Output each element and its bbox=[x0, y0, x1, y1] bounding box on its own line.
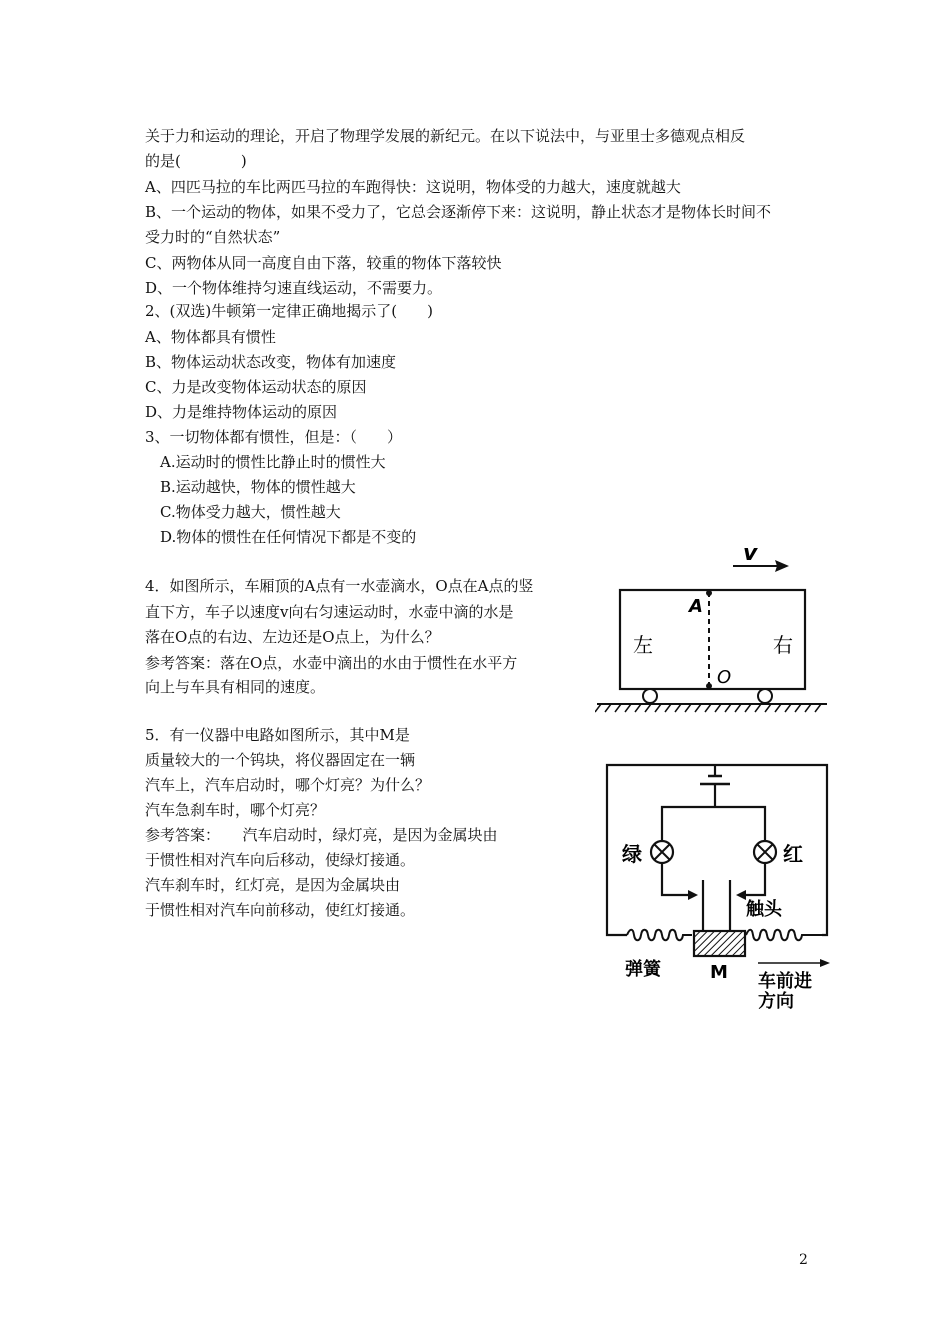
red-contact-arrow bbox=[736, 890, 746, 900]
spring-left bbox=[627, 930, 692, 941]
wheel-left bbox=[643, 689, 657, 703]
q5-line-2: 质量较大的一个钨块，将仪器固定在一辆 bbox=[145, 751, 416, 769]
contact-label: 触头 bbox=[746, 899, 782, 920]
q5-answer-1: 参考答案： 汽车启动时，绿灯亮，是因为金属块由 bbox=[145, 826, 498, 844]
q1-line-1: 关于力和运动的理论，开启了物理学发展的新纪元。在以下说法中，与亚里士多德观点相反 bbox=[145, 127, 746, 145]
q2-option-c: C、力是改变物体运动状态的原因 bbox=[145, 378, 367, 396]
left-label: 左 bbox=[633, 633, 653, 657]
q2-stem: 2、(双选)牛顿第一定律正确地揭示了( ) bbox=[145, 302, 433, 320]
q1-option-b-cont: 受力时的“自然状态” bbox=[145, 228, 281, 246]
q4-line-3: 落在O点的右边、左边还是O点上，为什么？ bbox=[145, 628, 440, 646]
q2-option-d: D、力是维持物体运动的原因 bbox=[145, 403, 338, 421]
q2-option-b: B、物体运动状态改变，物体有加速度 bbox=[145, 353, 397, 371]
q3-option-c: C.物体受力越大，惯性越大 bbox=[160, 503, 341, 521]
direction-label-1: 车前进 bbox=[758, 971, 812, 992]
q5-answer-2: 于惯性相对汽车向后移动，使绿灯接通。 bbox=[145, 851, 416, 869]
q4-line-1: 4．如图所示，车厢顶的A点有一水壶滴水，O点在A点的竖 bbox=[145, 577, 534, 595]
point-a-label: A bbox=[689, 596, 703, 617]
q5-line-3: 汽车上，汽车启动时，哪个灯亮？为什么？ bbox=[145, 776, 431, 794]
red-contact-wire bbox=[742, 863, 765, 895]
direction-label-2: 方向 bbox=[758, 991, 794, 1012]
q4-line-2: 直下方，车子以速度v向右匀速运动时，水壶中滴的水是 bbox=[145, 603, 514, 621]
q5-answer-4: 于惯性相对汽车向前移动，使红灯接通。 bbox=[145, 901, 416, 919]
q5-line-4: 汽车急刹车时，哪个灯亮？ bbox=[145, 801, 326, 819]
q5-line-1: 5．有一仪器中电路如图所示，其中M是 bbox=[145, 726, 410, 744]
green-label: 绿 bbox=[622, 842, 642, 866]
point-a bbox=[706, 590, 712, 596]
direction-arrowhead bbox=[820, 959, 830, 967]
q1-option-b: B、一个运动的物体，如果不受力了，它总会逐渐停下来：这说明，静止状态才是物体长时间不 bbox=[145, 203, 772, 221]
q5-answer-3: 汽车刹车时，红灯亮，是因为金属块由 bbox=[145, 876, 401, 894]
q1-option-d: D、一个物体维持匀速直线运动，不需要力。 bbox=[145, 279, 443, 297]
green-contact-wire bbox=[662, 863, 692, 895]
ground-hatch bbox=[595, 704, 821, 712]
q4-answer-2: 向上与车具有相同的速度。 bbox=[145, 678, 326, 696]
spring-label: 弹簧 bbox=[625, 959, 661, 980]
q3-option-d: D.物体的惯性在任何情况下都是不变的 bbox=[160, 528, 417, 546]
point-o bbox=[706, 683, 712, 689]
car-figure bbox=[595, 540, 835, 720]
point-o-label: O bbox=[717, 667, 732, 688]
green-contact-arrow bbox=[688, 890, 698, 900]
wheel-right bbox=[758, 689, 772, 703]
q3-option-b: B.运动越快，物体的惯性越大 bbox=[160, 478, 356, 496]
spring-right bbox=[746, 930, 822, 941]
right-label: 右 bbox=[773, 633, 793, 657]
q1-line-2: 的是( ) bbox=[145, 152, 247, 170]
q3-option-a: A.运动时的惯性比静止时的惯性大 bbox=[160, 453, 386, 471]
mass-label: M bbox=[710, 962, 728, 983]
velocity-label: v bbox=[743, 541, 758, 566]
q1-option-c: C、两物体从同一高度自由下落，较重的物体下落较快 bbox=[145, 254, 502, 272]
circuit-figure bbox=[600, 755, 835, 1015]
red-label: 红 bbox=[783, 842, 803, 866]
q2-option-a: A、物体都具有惯性 bbox=[145, 328, 276, 346]
page-number: 2 bbox=[799, 1252, 808, 1268]
q3-stem: 3、一切物体都有惯性，但是：（ ） bbox=[145, 428, 403, 446]
velocity-arrowhead bbox=[775, 560, 789, 572]
q1-option-a: A、四匹马拉的车比两匹马拉的车跑得快：这说明，物体受的力越大，速度就越大 bbox=[145, 178, 681, 196]
q4-answer-1: 参考答案：落在O点，水壶中滴出的水由于惯性在水平方 bbox=[145, 654, 518, 672]
inner-top-wire bbox=[662, 807, 765, 841]
mass-block bbox=[694, 931, 745, 956]
